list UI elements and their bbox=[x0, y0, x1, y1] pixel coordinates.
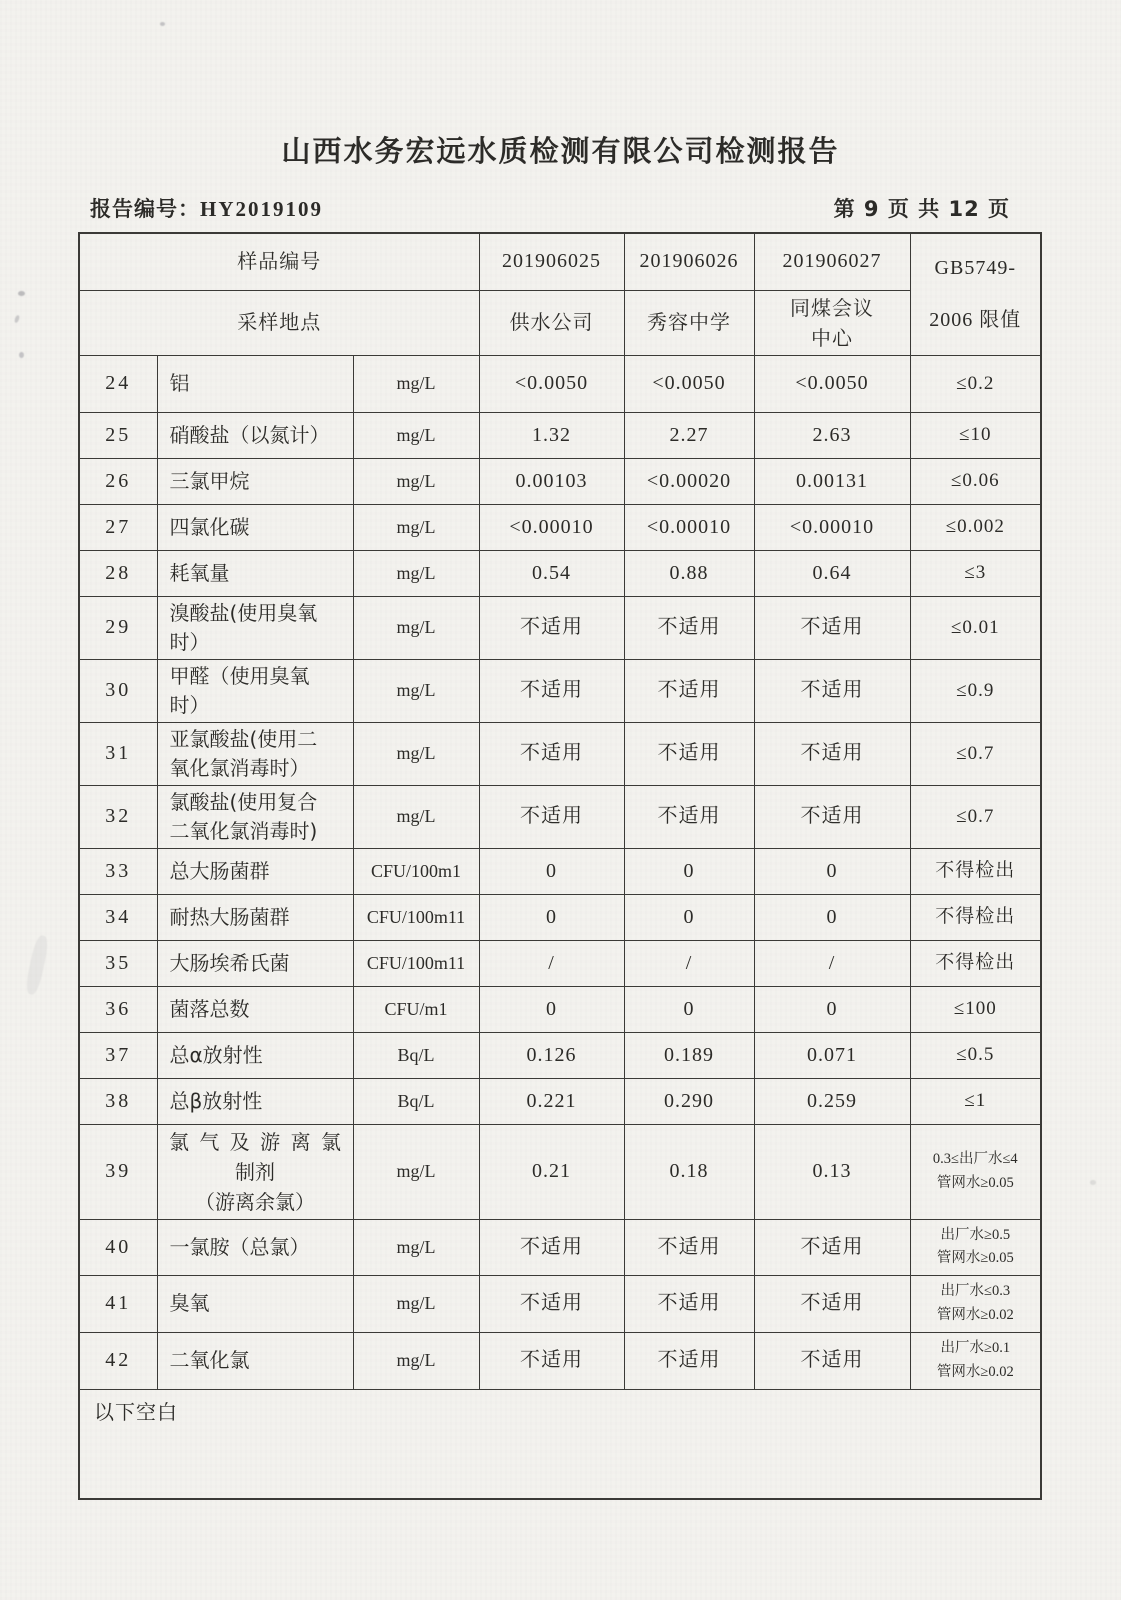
sample-value: 0 bbox=[754, 848, 910, 894]
param-name: 三氯甲烷 bbox=[157, 458, 353, 504]
sample-value: 不适用 bbox=[479, 1332, 624, 1389]
row-number: 32 bbox=[79, 785, 157, 848]
param-name: 氯酸盐(使用复合二氧化氯消毒时) bbox=[157, 785, 353, 848]
row-number: 36 bbox=[79, 986, 157, 1032]
param-unit: mg/L bbox=[353, 412, 479, 458]
table-row bbox=[79, 848, 1041, 894]
limit-value bbox=[910, 1332, 1041, 1389]
sample-value: 不适用 bbox=[754, 1275, 910, 1332]
row-number: 25 bbox=[79, 412, 157, 458]
limit-value: 不得检出 bbox=[910, 894, 1041, 940]
param-name: 总β放射性 bbox=[157, 1078, 353, 1124]
scan-artifact bbox=[14, 315, 20, 324]
sample-value: / bbox=[624, 940, 754, 986]
limit-value: 不得检出 bbox=[910, 848, 1041, 894]
param-unit: mg/L bbox=[353, 458, 479, 504]
sample-value: 不适用 bbox=[479, 1219, 624, 1275]
param-name: 耐热大肠菌群 bbox=[157, 894, 353, 940]
limit-value: ≤0.9 bbox=[910, 659, 1041, 722]
limit-value: ≤1 bbox=[910, 1078, 1041, 1124]
table-row bbox=[79, 1275, 1041, 1332]
sample-id-2: 201906026 bbox=[624, 233, 754, 290]
footer-row bbox=[79, 1389, 1041, 1499]
sample-value: 1.32 bbox=[479, 412, 624, 458]
limit-value: ≤3 bbox=[910, 550, 1041, 596]
param-unit: CFU/m1 bbox=[353, 986, 479, 1032]
header-row-sample-id bbox=[79, 233, 1041, 290]
limit-line: 出厂水≤0.3 bbox=[940, 1283, 1011, 1300]
sample-value: 不适用 bbox=[754, 1219, 910, 1275]
row-number: 41 bbox=[79, 1275, 157, 1332]
sample-value: 0.13 bbox=[754, 1124, 910, 1219]
param-unit: CFU/100m1 bbox=[353, 848, 479, 894]
sample-value: 不适用 bbox=[754, 596, 910, 659]
row-number: 34 bbox=[79, 894, 157, 940]
sample-value: 0 bbox=[624, 848, 754, 894]
sample-value: 0 bbox=[754, 986, 910, 1032]
table-row bbox=[79, 940, 1041, 986]
param-unit: Bq/L bbox=[353, 1032, 479, 1078]
param-unit: mg/L bbox=[353, 550, 479, 596]
sample-value: <0.0050 bbox=[479, 355, 624, 412]
limit-value: 不得检出 bbox=[910, 940, 1041, 986]
sample-value: 2.27 bbox=[624, 412, 754, 458]
limit-value bbox=[910, 1219, 1041, 1275]
sample-value: 不适用 bbox=[624, 1332, 754, 1389]
limit-value: ≤10 bbox=[910, 412, 1041, 458]
sample-value: / bbox=[479, 940, 624, 986]
limit-value: ≤0.2 bbox=[910, 355, 1041, 412]
limit-line: 管网水≥0.05 bbox=[936, 1174, 1014, 1191]
sample-value: 不适用 bbox=[479, 596, 624, 659]
limit-value: ≤0.06 bbox=[910, 458, 1041, 504]
standard-limit-label: 2006 限值 bbox=[929, 308, 1022, 331]
sample-id-3: 201906027 bbox=[754, 233, 910, 290]
sample-value: 2.63 bbox=[754, 412, 910, 458]
page-title: 山西水务宏远水质检测有限公司检测报告 bbox=[281, 134, 840, 168]
sample-value: 0.189 bbox=[624, 1032, 754, 1078]
param-unit: mg/L bbox=[353, 355, 479, 412]
table-row bbox=[79, 550, 1041, 596]
param-name: 硝酸盐（以氮计） bbox=[157, 412, 353, 458]
limit-line: 0.3≤出厂水≤4 bbox=[932, 1151, 1018, 1168]
scan-artifact bbox=[19, 352, 24, 358]
location-3: 同煤会议中心 bbox=[754, 290, 910, 355]
sample-value: 0.88 bbox=[624, 550, 754, 596]
table-row bbox=[79, 1219, 1041, 1275]
param-name: 亚氯酸盐(使用二氧化氯消毒时） bbox=[157, 722, 353, 785]
limit-value bbox=[910, 1124, 1041, 1219]
sample-value: 不适用 bbox=[624, 659, 754, 722]
param-unit: mg/L bbox=[353, 1124, 479, 1219]
table-row bbox=[79, 504, 1041, 550]
sample-value: 不适用 bbox=[624, 1219, 754, 1275]
sample-value: 不适用 bbox=[754, 1332, 910, 1389]
row-number: 26 bbox=[79, 458, 157, 504]
sample-value: 0 bbox=[479, 986, 624, 1032]
sample-value: 不适用 bbox=[479, 1275, 624, 1332]
sample-value: <0.00010 bbox=[754, 504, 910, 550]
row-number: 33 bbox=[79, 848, 157, 894]
sample-value: 不适用 bbox=[479, 659, 624, 722]
sample-value: 不适用 bbox=[479, 722, 624, 785]
standard-name: GB5749- bbox=[934, 256, 1016, 279]
sample-value: 0.64 bbox=[754, 550, 910, 596]
limit-line: 出厂水≥0.5 bbox=[940, 1226, 1011, 1243]
limit-value: ≤100 bbox=[910, 986, 1041, 1032]
param-unit: mg/L bbox=[353, 596, 479, 659]
report-number-value: HY2019109 bbox=[200, 197, 323, 221]
row-number: 38 bbox=[79, 1078, 157, 1124]
param-name: 溴酸盐(使用臭氧时） bbox=[157, 596, 353, 659]
table-row bbox=[79, 596, 1041, 659]
sample-value: 0.221 bbox=[479, 1078, 624, 1124]
param-name-line: 制剂 bbox=[235, 1159, 275, 1184]
param-name: 耗氧量 bbox=[157, 550, 353, 596]
footer-note-cell bbox=[79, 1389, 1041, 1499]
scan-artifact bbox=[1090, 1180, 1096, 1185]
param-name-line: 氯气及游离氯 bbox=[168, 1129, 352, 1154]
param-unit: mg/L bbox=[353, 504, 479, 550]
param-unit: mg/L bbox=[353, 1275, 479, 1332]
table-row bbox=[79, 355, 1041, 412]
limit-value: ≤0.5 bbox=[910, 1032, 1041, 1078]
sample-value: 0.54 bbox=[479, 550, 624, 596]
sample-value: 0.126 bbox=[479, 1032, 624, 1078]
param-unit: mg/L bbox=[353, 722, 479, 785]
limit-value: ≤0.7 bbox=[910, 785, 1041, 848]
sample-value: 不适用 bbox=[754, 659, 910, 722]
row-number: 37 bbox=[79, 1032, 157, 1078]
row-number: 28 bbox=[79, 550, 157, 596]
row-number: 27 bbox=[79, 504, 157, 550]
param-unit: mg/L bbox=[353, 659, 479, 722]
sample-id-1: 201906025 bbox=[479, 233, 624, 290]
limit-value: ≤0.7 bbox=[910, 722, 1041, 785]
limit-line: 管网水≥0.02 bbox=[936, 1363, 1014, 1380]
sample-value: 0.259 bbox=[754, 1078, 910, 1124]
row-number: 31 bbox=[79, 722, 157, 785]
param-name: 大肠埃希氏菌 bbox=[157, 940, 353, 986]
table-row bbox=[79, 1078, 1041, 1124]
sample-value: 0 bbox=[624, 986, 754, 1032]
param-name: 铝 bbox=[157, 355, 353, 412]
page-indicator: 第 9 页 共 12 页 bbox=[833, 197, 1010, 221]
param-name: 总α放射性 bbox=[157, 1032, 353, 1078]
table-row bbox=[79, 458, 1041, 504]
header-row-location bbox=[79, 290, 1041, 355]
sample-value: 不适用 bbox=[624, 596, 754, 659]
row-number: 39 bbox=[79, 1124, 157, 1219]
sample-value: <0.00010 bbox=[479, 504, 624, 550]
param-unit: Bq/L bbox=[353, 1078, 479, 1124]
row-number: 42 bbox=[79, 1332, 157, 1389]
scan-artifact bbox=[160, 22, 165, 26]
report-table bbox=[78, 232, 1042, 1500]
table-row bbox=[79, 722, 1041, 785]
sample-value: 0 bbox=[754, 894, 910, 940]
limit-value: ≤0.01 bbox=[910, 596, 1041, 659]
sample-value: 不适用 bbox=[624, 722, 754, 785]
location-label-cell: 采样地点 bbox=[79, 290, 479, 355]
standard-limit-header-cell bbox=[910, 233, 1041, 355]
param-name: 二氧化氯 bbox=[157, 1332, 353, 1389]
sample-value: 0.00103 bbox=[479, 458, 624, 504]
location-2: 秀容中学 bbox=[624, 290, 754, 355]
limit-value: ≤0.002 bbox=[910, 504, 1041, 550]
param-name: 菌落总数 bbox=[157, 986, 353, 1032]
param-name bbox=[157, 1124, 353, 1219]
row-number: 35 bbox=[79, 940, 157, 986]
sample-value: <0.0050 bbox=[624, 355, 754, 412]
location-1: 供水公司 bbox=[479, 290, 624, 355]
row-number: 29 bbox=[79, 596, 157, 659]
param-unit: mg/L bbox=[353, 1332, 479, 1389]
report-number bbox=[90, 193, 323, 223]
sample-value: <0.0050 bbox=[754, 355, 910, 412]
param-name: 一氯胺（总氯） bbox=[157, 1219, 353, 1275]
report-meta bbox=[90, 193, 1010, 223]
sample-value: 0.290 bbox=[624, 1078, 754, 1124]
sample-value: 0.18 bbox=[624, 1124, 754, 1219]
limit-line: 管网水≥0.02 bbox=[936, 1306, 1014, 1323]
param-name: 四氯化碳 bbox=[157, 504, 353, 550]
param-unit: CFU/100m11 bbox=[353, 940, 479, 986]
limit-line: 出厂水≥0.1 bbox=[940, 1340, 1011, 1357]
sample-value: 0 bbox=[479, 894, 624, 940]
scan-artifact bbox=[24, 934, 50, 996]
sample-value: 不适用 bbox=[754, 722, 910, 785]
sample-value: 0.071 bbox=[754, 1032, 910, 1078]
param-name-line: （游离余氯） bbox=[195, 1189, 315, 1214]
table-row bbox=[79, 1124, 1041, 1219]
param-name: 臭氧 bbox=[157, 1275, 353, 1332]
sample-value: 不适用 bbox=[479, 785, 624, 848]
row-number: 24 bbox=[79, 355, 157, 412]
table-row bbox=[79, 986, 1041, 1032]
param-unit: mg/L bbox=[353, 1219, 479, 1275]
table-row bbox=[79, 1332, 1041, 1389]
sample-id-label-cell: 样品编号 bbox=[79, 233, 479, 290]
param-name: 总大肠菌群 bbox=[157, 848, 353, 894]
sample-value: 0.21 bbox=[479, 1124, 624, 1219]
sample-value: 0 bbox=[479, 848, 624, 894]
table-row bbox=[79, 785, 1041, 848]
sample-value: <0.00010 bbox=[624, 504, 754, 550]
param-unit: CFU/100m11 bbox=[353, 894, 479, 940]
sample-value: 不适用 bbox=[624, 1275, 754, 1332]
param-name: 甲醛（使用臭氧时） bbox=[157, 659, 353, 722]
sample-value: 0 bbox=[624, 894, 754, 940]
scan-artifact bbox=[18, 291, 25, 296]
limit-line: 管网水≥0.05 bbox=[936, 1250, 1014, 1266]
sample-value: <0.00020 bbox=[624, 458, 754, 504]
footer-note: 以下空白 bbox=[94, 1399, 178, 1424]
limit-value bbox=[910, 1275, 1041, 1332]
table-row bbox=[79, 412, 1041, 458]
report-number-label: 报告编号： bbox=[90, 197, 200, 221]
param-unit: mg/L bbox=[353, 785, 479, 848]
row-number: 40 bbox=[79, 1219, 157, 1275]
sample-value: 0.00131 bbox=[754, 458, 910, 504]
table-row bbox=[79, 894, 1041, 940]
row-number: 30 bbox=[79, 659, 157, 722]
table-row bbox=[79, 1032, 1041, 1078]
sample-value: 不适用 bbox=[754, 785, 910, 848]
sample-value: 不适用 bbox=[624, 785, 754, 848]
sample-value: / bbox=[754, 940, 910, 986]
table-row bbox=[79, 659, 1041, 722]
